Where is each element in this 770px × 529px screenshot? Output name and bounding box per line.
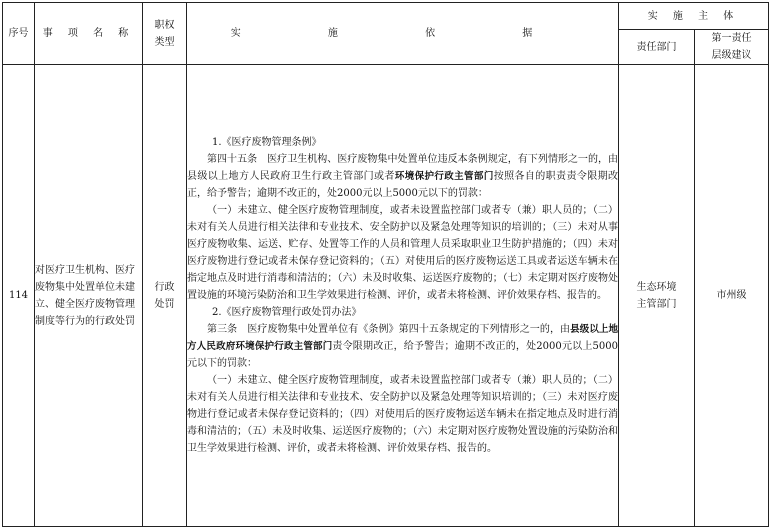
basis-paragraph-3: 第三条 医疗废物集中处置单位有《条例》第四十五条规定的下列情形之一的，由县级以上地方人民政府环境保护行政主管部门责令限期改正，给予警告；逾期不改正的，处2000元以上5000元以下的罚款：	[187, 324, 618, 369]
row-item-name: 对医疗卫生机构、医疗废物集中处置单位未建立、健全医疗废物管理制度等行为的行政处罚	[35, 65, 143, 527]
header-power-type: 职权 类型	[143, 3, 187, 65]
header-subject: 实 施 主 体	[619, 3, 769, 30]
header-row-1	[3, 3, 769, 30]
basis-cite-1: 1.《医疗废物管理条例》	[212, 137, 322, 148]
header-seq: 序号	[3, 3, 35, 65]
table-row	[3, 65, 769, 527]
row-power-type: 行政 处罚	[143, 65, 187, 527]
basis-cite-2: 2.《医疗废物管理行政处罚办法》	[212, 307, 362, 318]
header-item-name: 事 项 名 称	[35, 3, 143, 65]
row-seq: 114	[3, 65, 35, 527]
row-level: 市州级	[695, 65, 769, 527]
header-level: 第一责任 层级建议	[695, 30, 769, 65]
basis-paragraph-2: （一）未建立、健全医疗废物管理制度，或者未设置监控部门或者专（兼）职人员的；（二）未对有关人员进行相关法律和专业技术、安全防护以及紧急处理等知识的培训的；（三）未对从事医疗废物收集、运送、贮存、处置等工作的人员和管理人员采取职业卫生防护措施的；（四）未对医疗废物进行登记或者未保存登记资料的；（五）对使用后的医疗废物运送工具或者运送车辆未在指定地点及时进行消毒和清洁的；（六）未及时收集、运送医疗废物的；（七）未定期对医疗废物处置设施的环境污染防治和卫生学效果进行检测、评价，或者未将检测、评价效果存档、报告的。	[187, 205, 618, 301]
row-dept: 生态环境 主管部门	[619, 65, 695, 527]
row-basis	[187, 65, 619, 527]
header-dept: 责任部门	[619, 30, 695, 65]
basis-paragraph-1: 第四十五条 医疗卫生机构、医疗废物集中处置单位违反本条例规定，有下列情形之一的，由县级以上地方人民政府卫生行政主管部门或者环境保护行政主管部门按照各自的职责责令限期改正，给予警告；逾期不改正的，处2000元以上5000元以下的罚款：	[187, 154, 619, 199]
header-basis: 实 施 依 据	[187, 3, 619, 65]
basis-bold-authority-2: 县级以上地方人民政府环境保护行政主管部门	[187, 324, 618, 352]
basis-bold-authority-1: 环境保护行政主管部门	[394, 171, 494, 182]
power-list-table	[2, 2, 769, 527]
basis-paragraph-4: （一）未建立、健全医疗废物管理制度，或者未设置监控部门或者专（兼）职人员的；（二）未对有关人员进行相关法律和专业技术、安全防护以及紧急处理等知识培训的；（三）未对医疗废物进行登记或者未保存登记资料的；（四）对使用后的医疗废物运送车辆未在指定地点及时进行消毒和清洁的；（五）未及时收集、运送医疗废物的；（六）未定期对医疗废物处置设施的污染防治和卫生学效果进行检测、评价，或者未将检测、评价效果存档、报告的。	[187, 375, 618, 454]
